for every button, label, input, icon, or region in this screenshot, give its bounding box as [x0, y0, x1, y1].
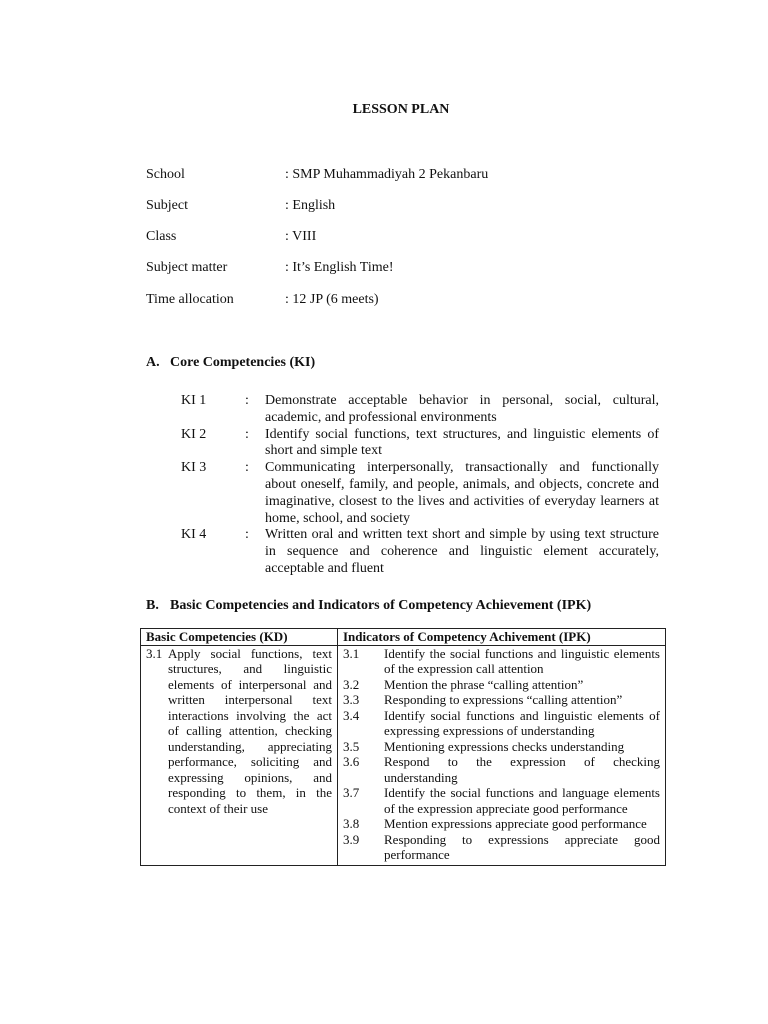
ki-code: KI 1 [181, 393, 207, 408]
kd-text: Apply social functions, text structures, and linguistic elements of interpersonal and written interpersonal text interactions involving the act of calling attention, checking understanding, appreciating performance, soliciting and expressing opinions, and responding to them, in the context of their use [168, 645, 332, 816]
info-value: : English [285, 198, 336, 213]
ipk-number: 3.8 [343, 816, 360, 831]
ipk-item [343, 692, 660, 708]
ipk-item [343, 816, 660, 832]
ipk-text: Responding to expressions appreciate good performance [384, 831, 660, 862]
ki-colon: : [245, 393, 249, 408]
competency-table [140, 628, 666, 866]
kd-header: Basic Competencies (KD) [141, 629, 338, 646]
ipk-number: 3.2 [343, 676, 360, 692]
ipk-item [343, 677, 660, 693]
ipk-text: Mention expressions appreciate good performance [384, 816, 647, 831]
kd-cell [141, 645, 338, 865]
ipk-text: Mention the phrase “calling attention” [384, 676, 584, 692]
ipk-item [343, 754, 660, 785]
ki-item [181, 527, 659, 577]
kd-number: 3.1 [146, 645, 163, 661]
ipk-text: Identify social functions and linguistic elements of expressing expressions of understanding [384, 707, 660, 738]
ki-text: Demonstrate acceptable behavior in personal, social, cultural, academic, and professional environments [265, 393, 659, 425]
ki-code: KI 2 [181, 426, 207, 442]
ki-colon: : [245, 460, 249, 476]
ipk-number: 3.6 [343, 754, 360, 769]
info-label: Subject [146, 198, 188, 213]
section-letter: A. [146, 355, 160, 370]
ki-item [181, 427, 659, 461]
ki-item [181, 393, 659, 427]
ipk-text: Identify the social functions and linguistic elements of the expression call attention [384, 645, 660, 676]
ki-colon: : [245, 426, 249, 442]
ipk-item [343, 646, 660, 677]
table-header-row [141, 629, 666, 646]
info-label: School [146, 167, 185, 182]
info-value: : SMP Muhammadiyah 2 Pekanbaru [285, 167, 489, 182]
ki-text: Identify social functions, text structures, and linguistic elements of short and simple text [265, 426, 659, 459]
info-row-subject-matter [146, 260, 394, 277]
ipk-item [343, 832, 660, 863]
kd-item [146, 646, 332, 817]
ipk-item [343, 785, 660, 816]
info-value: : It’s English Time! [285, 260, 394, 275]
info-value: : 12 JP (6 meets) [285, 292, 379, 307]
ipk-text: Respond to the expression of checking understanding [384, 754, 660, 785]
info-row-time-allocation [146, 292, 379, 309]
table-row [141, 645, 666, 865]
section-b-heading [146, 598, 591, 615]
ipk-text: Mentioning expressions checks understanding [384, 738, 625, 754]
section-a-heading [146, 355, 315, 372]
ipk-text: Identify the social functions and language elements of the expression appreciate good performance [384, 785, 660, 816]
info-label: Time allocation [146, 292, 234, 307]
ipk-item [343, 739, 660, 755]
info-row-class [146, 229, 316, 246]
ipk-cell [338, 645, 666, 865]
info-row-subject [146, 198, 335, 215]
ipk-number: 3.5 [343, 738, 360, 754]
ipk-number: 3.4 [343, 707, 360, 723]
ki-code: KI 3 [181, 460, 207, 476]
ki-text: Written oral and written text short and simple by using text structure in sequence and coherence and linguistic element accurately, acceptable and fluent [265, 527, 659, 576]
ipk-number: 3.9 [343, 831, 360, 847]
ipk-text: Responding to expressions “calling attention” [384, 692, 623, 707]
ipk-number: 3.3 [343, 692, 360, 707]
ipk-item [343, 708, 660, 739]
ipk-number: 3.7 [343, 785, 360, 800]
info-row-school [146, 167, 488, 184]
core-competencies-list [181, 393, 659, 578]
page-title: LESSON PLAN [352, 102, 450, 117]
info-label: Subject matter [146, 260, 228, 275]
ki-text: Communicating interpersonally, transactionally and functionally about oneself, family, and people, animals, and objects, concrete and imaginative, closest to the lives and activities of everyday learners at home, school, and society [265, 460, 659, 526]
ipk-number: 3.1 [343, 645, 360, 661]
section-title: Core Competencies (KI) [170, 355, 316, 370]
ki-colon: : [245, 527, 249, 543]
ipk-header: Indicators of Competency Achivement (IPK) [338, 629, 666, 646]
section-title: Basic Competencies and Indicators of Competency Achievement (IPK) [170, 598, 592, 613]
section-letter: B. [146, 598, 159, 613]
info-label: Class [146, 229, 177, 244]
ki-item [181, 460, 659, 527]
info-value: : VIII [285, 229, 317, 244]
ki-code: KI 4 [181, 527, 207, 543]
